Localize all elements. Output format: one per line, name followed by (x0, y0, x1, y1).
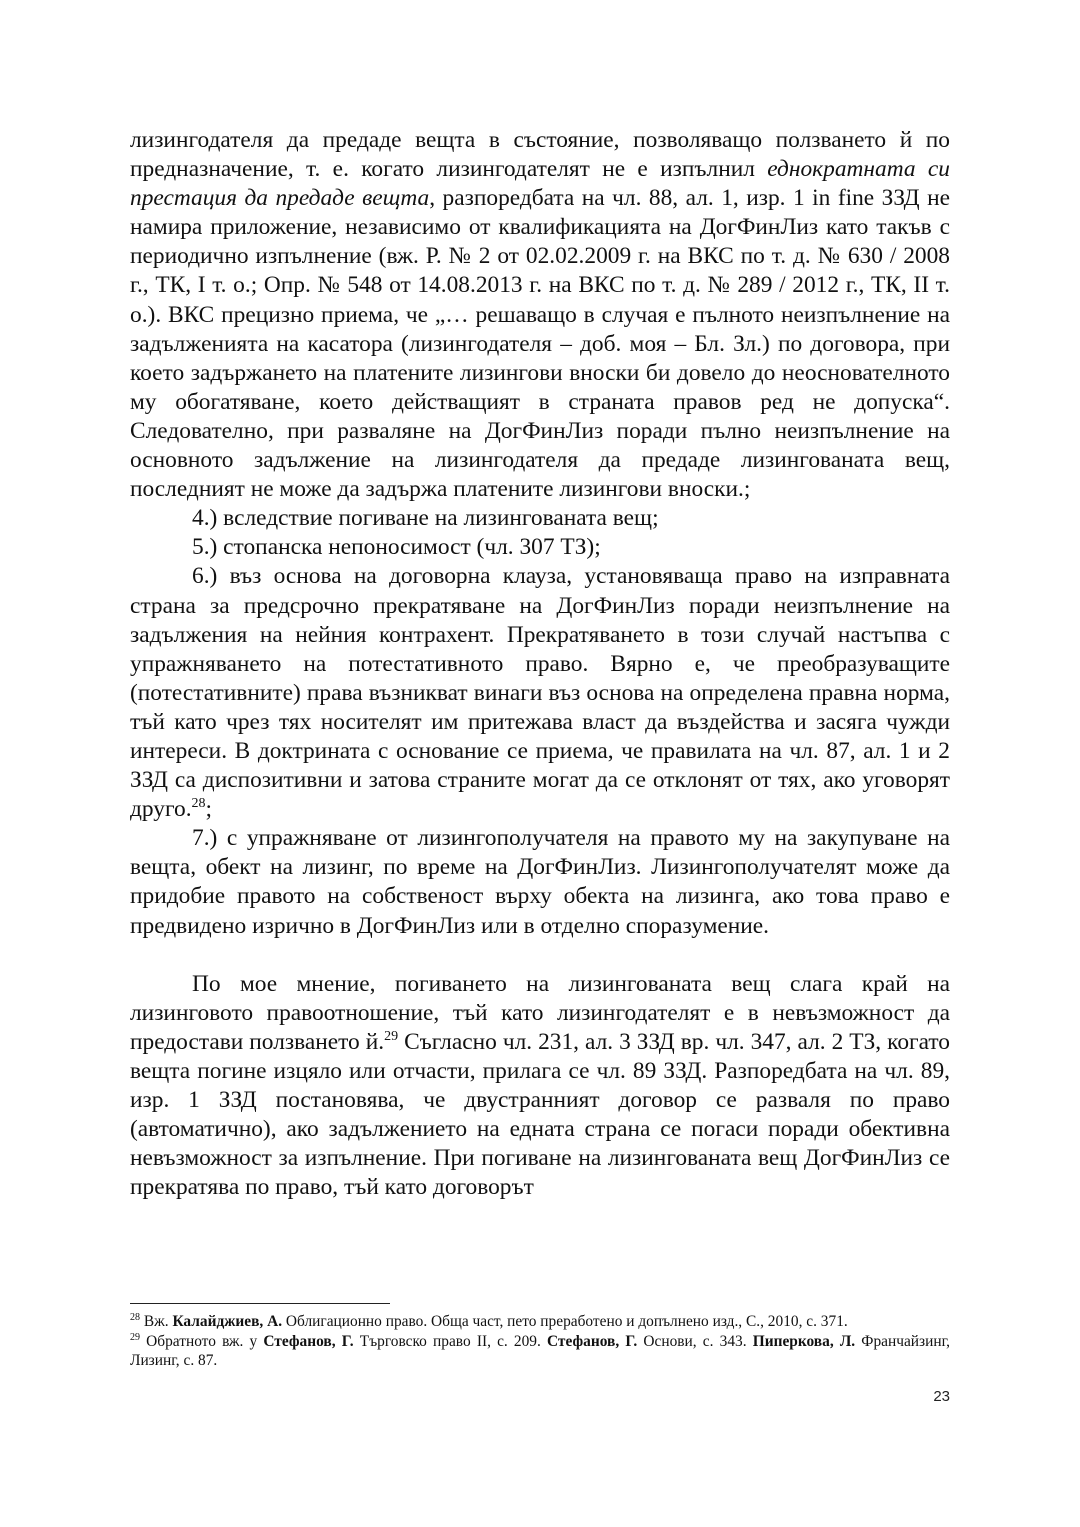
paragraph-2 (130, 970, 950, 1203)
list-item-4: 4.) вследствие погиване на лизингованата вещ; (192, 505, 659, 532)
list-item-7: 7.) с упражняване от лизингополучателя на правото му на закупуване на вещта, обект на лизинг, по време на ДогФинЛиз. Лизингополучателят може да придобие правото на собственост върху обекта на лизинга, ако това право е предвидено изрично в ДогФинЛиз или в отделно споразумение. (130, 825, 950, 939)
list-item-6 (130, 562, 950, 824)
paragraph-2-text-b: Съгласно чл. 231, ал. 3 ЗЗД вр. чл. 347, ал. 2 ТЗ, когато вещта погине изцяло или отчасти, прилага се чл. 89 ЗЗД. Разпоредбата на чл. 89, изр. 1 ЗЗД постановява, че двустранният договор се разваля по право (автоматично), ако задължението на едната страна се погаси поради обективна невъзможност за изпълнение. При погиване на лизингованата вещ ДогФинЛиз се прекратява по право, тъй като договорът (130, 1028, 950, 1201)
paragraph-2-text-a: По мое мнение, погиването на лизингованата вещ слага край на лизинговото правоотношение, тъй като лизингодателят е в невъзможност да предостави ползването й. (130, 970, 950, 1055)
footnote-29-author-2: Стефанов, Г. (547, 1332, 638, 1350)
list-item-5: 5.) стопанска непоносимост (чл. 307 ТЗ); (192, 534, 601, 561)
paragraph-1-italic: еднократната си престация да предаде вещта (130, 156, 950, 212)
footnote-divider (130, 1303, 390, 1304)
footnote-28-text: Облигационно право. Обща част, пето преработено и допълнено изд., С., 2010, с. 371. (282, 1313, 848, 1330)
paragraph-1 (130, 126, 950, 504)
footnote-29-pre: Обратното вж. у (140, 1332, 264, 1350)
footnote-29-number: 29 (130, 1331, 140, 1343)
list-item-6-end: ; (205, 796, 213, 823)
paragraph-1-text-a: лизингодателя да предаде вещта в състояние, позволяващо ползването й по предназначение, т. е. когато лизингодателят не е изпълнил (130, 127, 950, 183)
footnote-29-text-3: Франчайзинг, Лизинг, с. 87. (130, 1332, 951, 1369)
paragraph-gap (130, 941, 950, 970)
paragraph-1-text-b: , разпоредбата на чл. 88, ал. 1, изр. 1 in fine ЗЗД не намира приложение, независимо от квалификацията на ДогФинЛиз като такъв с периодично изпълнение (вж. Р. № 2 от 02.02.2009 г. на ВКС по т. д. № 630 / 2008 г., ТК, I т. о.; Опр. № 548 от 14.08.2013 г. на ВКС по т. д. № 289 / 2012 г., ТК, II т. о.). ВКС прецизно приема, че „… решаващо в случая е пълното неизпълнение на задълженията на касатора (лизингодателя – доб. моя – Бл. Зл.) по договора, при което задържането на платените лизингови вноски би довело до неоснователното му обогатяване, което действащият в страната правов ред не допуска“. Следователно, при разваляне на ДогФинЛиз поради пълно неизпълнение на основното задължение на лизингодателя да предаде лизингованата вещ, последният не може да задържа платените лизингови вноски.; (130, 185, 950, 503)
footnotes (130, 1312, 950, 1371)
footnote-29 (130, 1332, 950, 1371)
footnote-28-pre: Вж. (140, 1313, 173, 1330)
footnote-29-author-1: Стефанов, Г. (263, 1332, 354, 1350)
page-body (130, 126, 950, 1202)
footnote-28-number: 28 (130, 1311, 140, 1323)
footnote-28-author: Калайджиев, А. (172, 1313, 283, 1330)
footnote-ref-28[interactable]: 28 (191, 796, 206, 812)
footnote-ref-29[interactable]: 29 (384, 1029, 399, 1045)
page-number: 23 (933, 1388, 950, 1405)
footnote-29-author-3: Пиперкова, Л. (752, 1332, 856, 1350)
footnote-29-text-1: Търговско право II, с. 209. (353, 1332, 547, 1350)
footnote-29-text-2: Основи, с. 343. (637, 1332, 753, 1350)
list-item-6-text: 6.) въз основа на договорна клауза, установяваща право на изправната страна за предсрочно прекратяване на ДогФинЛиз поради неизпълнение на задължения на нейния контрахент. Прекратяването в този случай настъпва с упражняването на потестативното право. Вярно е, че преобразуващите (потестативните) права възникват винаги въз основа на определена правна норма, тъй като чрез тях носителят им притежава власт да въздейства и засяга чужди интереси. В доктрината с основание се приема, че правилата на чл. 87, ал. 1 и 2 ЗЗД са диспозитивни и затова страните могат да се отклонят от тях, ако уговорят друго. (130, 563, 950, 823)
footnote-28 (130, 1312, 950, 1332)
